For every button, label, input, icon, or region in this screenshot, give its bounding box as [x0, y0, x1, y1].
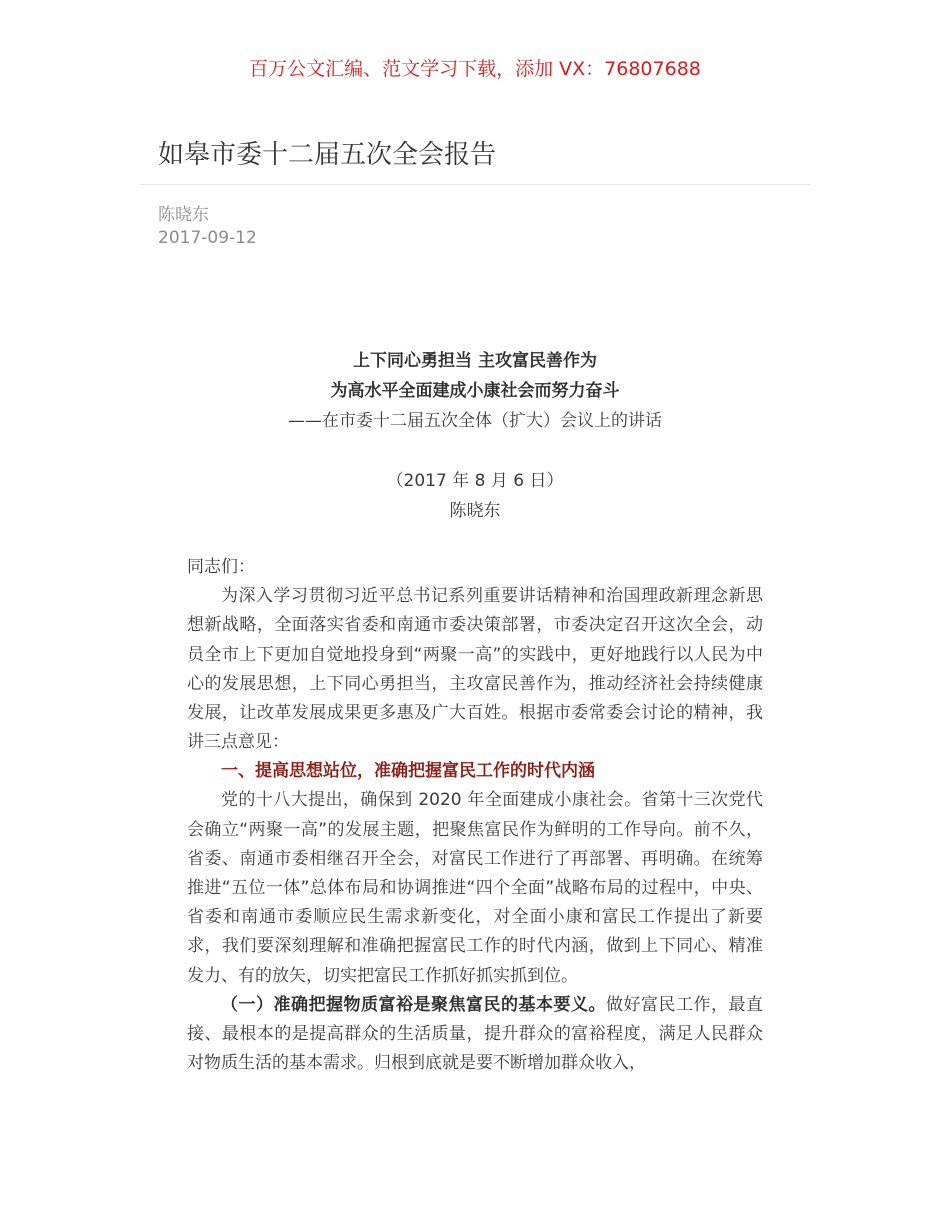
intro-paragraph: 为深入学习贯彻习近平总书记系列重要讲话精神和治国理政新理念新思想新战略，全面落实省委和南通市委决策部署，市委决定召开这次全会，动员全市上下更加自觉地投身到“两聚一高”的实践中，更好地践行以人民为中心的发展思想，上下同心勇担当，主攻富民善作为，推动经济社会持续健康发展，让改革发展成果更多惠及广大百姓。根据市委常委会讨论的精神，我讲三点意见：: [187, 586, 763, 753]
speech-date: （2017 年 8 月 6 日）: [386, 471, 564, 491]
salutation: 同志们：: [187, 557, 255, 577]
title-divider: [140, 184, 810, 185]
article-date: 2017-09-12: [158, 228, 257, 248]
speech-subtitle: ——在市委十二届五次全体（扩大）会议上的讲话: [288, 411, 662, 431]
speech-speaker: 陈晓东: [449, 501, 501, 521]
speech-title-line-2: 为高水平全面建成小康社会而努力奋斗: [330, 381, 620, 401]
article-title: 如皋市委十二届五次全会报告: [158, 140, 497, 170]
section-1-paragraph: 党的十八大提出，确保到 2020 年全面建成小康社会。省第十三次党代会确立“两聚一高”的发展主题，把聚焦富民作为鲜明的工作导向。前不久，省委、南通市委相继召开全会，对富民工作进行了再部署、再明确。在统筹推进“五位一体”总体布局和协调推进“四个全面”战略布局的过程中，中央、省委和南通市委顺应民生需求新变化，对全面小康和富民工作提出了新要求，我们要深刻理解和准确把握富民工作的时代内涵，做到上下同心、精准发力、有的放矢，切实把富民工作抓好抓实抓到位。: [187, 790, 763, 986]
article-author: 陈晓东: [158, 205, 209, 225]
subsection-1-paragraph: [187, 991, 763, 1079]
section-1-heading: 一、提高思想站位，准确把握富民工作的时代内涵: [221, 761, 595, 782]
subsection-1-lead: （一）准确把握物质富裕是聚焦富民的基本要义。: [221, 994, 606, 1015]
promo-banner: 百万公文汇编、范文学习下载，添加 VX：76807688: [249, 58, 701, 80]
speech-body: [187, 346, 763, 1078]
speech-title-line-1: 上下同心勇担当 主攻富民善作为: [353, 351, 597, 371]
subsection-1-text: 做好富民工作，最直接、最根本的是提高群众的生活质量，提升群众的富裕程度，满足人民群众对物质生活的基本需求。归根到底就是要不断增加群众收入，: [187, 994, 763, 1074]
